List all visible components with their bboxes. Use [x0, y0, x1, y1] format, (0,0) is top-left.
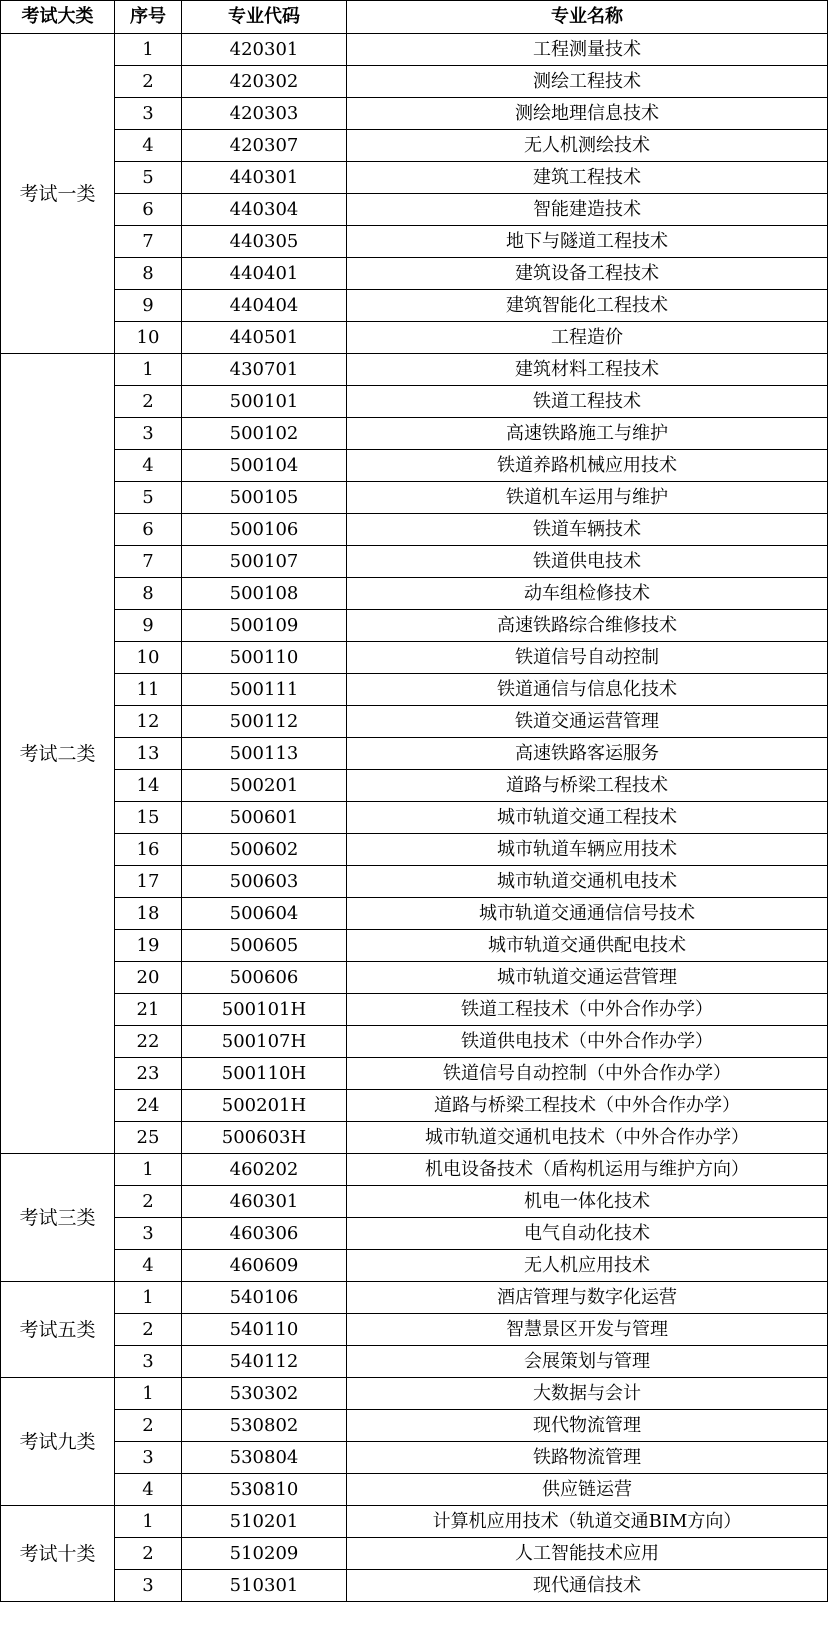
major-name-cell: 铁道养路机械应用技术	[347, 450, 828, 482]
index-cell: 5	[115, 162, 182, 194]
index-cell: 21	[115, 994, 182, 1026]
index-cell: 3	[115, 1218, 182, 1250]
index-cell: 9	[115, 290, 182, 322]
table-row	[1, 322, 828, 354]
table-row	[1, 674, 828, 706]
major-name-cell: 工程造价	[347, 322, 828, 354]
index-cell: 1	[115, 354, 182, 386]
major-name-cell: 铁路物流管理	[347, 1442, 828, 1474]
index-cell: 20	[115, 962, 182, 994]
major-name-cell: 道路与桥梁工程技术	[347, 770, 828, 802]
major-code-cell: 510209	[182, 1538, 347, 1570]
table-row	[1, 1442, 828, 1474]
category-cell: 考试三类	[1, 1154, 115, 1282]
major-name-cell: 铁道车辆技术	[347, 514, 828, 546]
index-cell: 1	[115, 1154, 182, 1186]
major-name-cell: 测绘工程技术	[347, 66, 828, 98]
major-code-cell: 500602	[182, 834, 347, 866]
major-code-cell: 500108	[182, 578, 347, 610]
index-cell: 14	[115, 770, 182, 802]
major-code-cell: 460306	[182, 1218, 347, 1250]
table-row	[1, 802, 828, 834]
major-name-cell: 建筑工程技术	[347, 162, 828, 194]
table-row	[1, 1058, 828, 1090]
major-name-cell: 智能建造技术	[347, 194, 828, 226]
table-row	[1, 1474, 828, 1506]
index-cell: 2	[115, 66, 182, 98]
table-row	[1, 578, 828, 610]
index-cell: 1	[115, 34, 182, 66]
major-name-cell: 铁道供电技术（中外合作办学）	[347, 1026, 828, 1058]
major-code-cell: 530802	[182, 1410, 347, 1442]
major-code-cell: 440501	[182, 322, 347, 354]
major-code-cell: 420307	[182, 130, 347, 162]
index-cell: 18	[115, 898, 182, 930]
major-name-cell: 酒店管理与数字化运营	[347, 1282, 828, 1314]
major-code-cell: 460301	[182, 1186, 347, 1218]
table-row	[1, 1282, 828, 1314]
table-row	[1, 1314, 828, 1346]
index-cell: 11	[115, 674, 182, 706]
table-row	[1, 642, 828, 674]
major-name-cell: 城市轨道交通机电技术（中外合作办学）	[347, 1122, 828, 1154]
major-code-cell: 540106	[182, 1282, 347, 1314]
major-name-cell: 人工智能技术应用	[347, 1538, 828, 1570]
major-name-cell: 工程测量技术	[347, 34, 828, 66]
major-code-cell: 540110	[182, 1314, 347, 1346]
category-cell: 考试十类	[1, 1506, 115, 1602]
header-index: 序号	[115, 1, 182, 34]
table-row	[1, 1570, 828, 1602]
index-cell: 23	[115, 1058, 182, 1090]
major-code-cell: 530804	[182, 1442, 347, 1474]
major-code-cell: 500112	[182, 706, 347, 738]
table-row	[1, 898, 828, 930]
major-code-cell: 500606	[182, 962, 347, 994]
major-code-cell: 530302	[182, 1378, 347, 1410]
table-row	[1, 546, 828, 578]
major-name-cell: 建筑设备工程技术	[347, 258, 828, 290]
major-code-cell: 500101H	[182, 994, 347, 1026]
major-code-cell: 430701	[182, 354, 347, 386]
index-cell: 4	[115, 450, 182, 482]
table-row	[1, 1186, 828, 1218]
major-name-cell: 现代物流管理	[347, 1410, 828, 1442]
major-name-cell: 铁道供电技术	[347, 546, 828, 578]
index-cell: 4	[115, 1250, 182, 1282]
major-code-cell: 500102	[182, 418, 347, 450]
major-code-cell: 500603	[182, 866, 347, 898]
major-code-cell: 530810	[182, 1474, 347, 1506]
major-code-cell: 500605	[182, 930, 347, 962]
major-name-cell: 机电设备技术（盾构机运用与维护方向）	[347, 1154, 828, 1186]
major-name-cell: 铁道交通运营管理	[347, 706, 828, 738]
index-cell: 1	[115, 1378, 182, 1410]
index-cell: 22	[115, 1026, 182, 1058]
header-major-name: 专业名称	[347, 1, 828, 34]
table-row	[1, 450, 828, 482]
index-cell: 16	[115, 834, 182, 866]
major-code-cell: 500107	[182, 546, 347, 578]
table-body	[1, 34, 828, 1602]
table-row	[1, 1346, 828, 1378]
index-cell: 2	[115, 386, 182, 418]
major-code-cell: 500603H	[182, 1122, 347, 1154]
table-row	[1, 1250, 828, 1282]
major-name-cell: 计算机应用技术（轨道交通BIM方向）	[347, 1506, 828, 1538]
major-name-cell: 测绘地理信息技术	[347, 98, 828, 130]
index-cell: 2	[115, 1538, 182, 1570]
index-cell: 17	[115, 866, 182, 898]
index-cell: 6	[115, 194, 182, 226]
index-cell: 4	[115, 130, 182, 162]
table-row	[1, 66, 828, 98]
major-code-cell: 500104	[182, 450, 347, 482]
major-code-cell: 500111	[182, 674, 347, 706]
major-code-cell: 440304	[182, 194, 347, 226]
major-name-cell: 智慧景区开发与管理	[347, 1314, 828, 1346]
major-name-cell: 建筑材料工程技术	[347, 354, 828, 386]
major-code-cell: 460609	[182, 1250, 347, 1282]
table-row	[1, 194, 828, 226]
index-cell: 3	[115, 1570, 182, 1602]
index-cell: 8	[115, 258, 182, 290]
table-row	[1, 514, 828, 546]
major-code-cell: 500110H	[182, 1058, 347, 1090]
table-row	[1, 1378, 828, 1410]
major-name-cell: 地下与隧道工程技术	[347, 226, 828, 258]
table-row	[1, 418, 828, 450]
index-cell: 12	[115, 706, 182, 738]
index-cell: 9	[115, 610, 182, 642]
major-code-cell: 420301	[182, 34, 347, 66]
table-row	[1, 226, 828, 258]
major-name-cell: 铁道机车运用与维护	[347, 482, 828, 514]
index-cell: 3	[115, 418, 182, 450]
table-row	[1, 1506, 828, 1538]
index-cell: 13	[115, 738, 182, 770]
major-name-cell: 城市轨道交通供配电技术	[347, 930, 828, 962]
table-row	[1, 482, 828, 514]
major-name-cell: 城市轨道交通工程技术	[347, 802, 828, 834]
table-row	[1, 1154, 828, 1186]
major-code-cell: 420303	[182, 98, 347, 130]
major-code-cell: 500107H	[182, 1026, 347, 1058]
major-code-cell: 500604	[182, 898, 347, 930]
major-code-cell: 440305	[182, 226, 347, 258]
major-code-cell: 500105	[182, 482, 347, 514]
major-name-cell: 高速铁路施工与维护	[347, 418, 828, 450]
major-name-cell: 动车组检修技术	[347, 578, 828, 610]
table-row	[1, 994, 828, 1026]
index-cell: 1	[115, 1506, 182, 1538]
major-code-cell: 500110	[182, 642, 347, 674]
table-row	[1, 130, 828, 162]
category-cell: 考试九类	[1, 1378, 115, 1506]
major-name-cell: 现代通信技术	[347, 1570, 828, 1602]
table-row	[1, 1090, 828, 1122]
category-cell: 考试一类	[1, 34, 115, 354]
major-code-cell: 440301	[182, 162, 347, 194]
major-name-cell: 铁道信号自动控制（中外合作办学）	[347, 1058, 828, 1090]
table-row	[1, 834, 828, 866]
major-name-cell: 城市轨道交通通信信号技术	[347, 898, 828, 930]
major-name-cell: 高速铁路客运服务	[347, 738, 828, 770]
major-code-cell: 500109	[182, 610, 347, 642]
major-name-cell: 铁道工程技术（中外合作办学）	[347, 994, 828, 1026]
major-name-cell: 高速铁路综合维修技术	[347, 610, 828, 642]
major-code-cell: 500201	[182, 770, 347, 802]
table-row	[1, 1538, 828, 1570]
index-cell: 3	[115, 1442, 182, 1474]
major-code-cell: 510301	[182, 1570, 347, 1602]
index-cell: 10	[115, 322, 182, 354]
table-row	[1, 1026, 828, 1058]
index-cell: 25	[115, 1122, 182, 1154]
major-code-cell: 420302	[182, 66, 347, 98]
major-code-cell: 500201H	[182, 1090, 347, 1122]
major-code-cell: 500601	[182, 802, 347, 834]
header-major-code: 专业代码	[182, 1, 347, 34]
table-row	[1, 98, 828, 130]
table-row	[1, 866, 828, 898]
index-cell: 2	[115, 1186, 182, 1218]
table-row	[1, 354, 828, 386]
table-row	[1, 1122, 828, 1154]
index-cell: 15	[115, 802, 182, 834]
major-code-cell: 440401	[182, 258, 347, 290]
major-code-cell: 440404	[182, 290, 347, 322]
index-cell: 24	[115, 1090, 182, 1122]
table-row	[1, 258, 828, 290]
major-name-cell: 无人机测绘技术	[347, 130, 828, 162]
index-cell: 7	[115, 226, 182, 258]
index-cell: 1	[115, 1282, 182, 1314]
index-cell: 10	[115, 642, 182, 674]
index-cell: 19	[115, 930, 182, 962]
table-row	[1, 610, 828, 642]
table-header-row	[1, 1, 828, 34]
table-row	[1, 386, 828, 418]
index-cell: 3	[115, 98, 182, 130]
index-cell: 4	[115, 1474, 182, 1506]
index-cell: 2	[115, 1410, 182, 1442]
table-row	[1, 1410, 828, 1442]
major-name-cell: 无人机应用技术	[347, 1250, 828, 1282]
major-name-cell: 铁道通信与信息化技术	[347, 674, 828, 706]
major-name-cell: 道路与桥梁工程技术（中外合作办学）	[347, 1090, 828, 1122]
table-row	[1, 962, 828, 994]
major-name-cell: 城市轨道交通机电技术	[347, 866, 828, 898]
table-row	[1, 34, 828, 66]
major-name-cell: 电气自动化技术	[347, 1218, 828, 1250]
major-name-cell: 城市轨道车辆应用技术	[347, 834, 828, 866]
index-cell: 2	[115, 1314, 182, 1346]
major-code-cell: 500113	[182, 738, 347, 770]
major-name-cell: 供应链运营	[347, 1474, 828, 1506]
index-cell: 3	[115, 1346, 182, 1378]
major-name-cell: 会展策划与管理	[347, 1346, 828, 1378]
table-row	[1, 290, 828, 322]
index-cell: 6	[115, 514, 182, 546]
major-code-cell: 500101	[182, 386, 347, 418]
header-category: 考试大类	[1, 1, 115, 34]
index-cell: 7	[115, 546, 182, 578]
category-cell: 考试二类	[1, 354, 115, 1154]
major-name-cell: 铁道信号自动控制	[347, 642, 828, 674]
index-cell: 5	[115, 482, 182, 514]
table-row	[1, 706, 828, 738]
major-name-cell: 机电一体化技术	[347, 1186, 828, 1218]
table-row	[1, 770, 828, 802]
major-code-cell: 460202	[182, 1154, 347, 1186]
major-code-cell: 500106	[182, 514, 347, 546]
category-cell: 考试五类	[1, 1282, 115, 1378]
table-row	[1, 162, 828, 194]
table-row	[1, 1218, 828, 1250]
major-code-cell: 540112	[182, 1346, 347, 1378]
major-name-cell: 铁道工程技术	[347, 386, 828, 418]
major-name-cell: 大数据与会计	[347, 1378, 828, 1410]
table-row	[1, 738, 828, 770]
major-code-cell: 510201	[182, 1506, 347, 1538]
index-cell: 8	[115, 578, 182, 610]
table-row	[1, 930, 828, 962]
major-name-cell: 城市轨道交通运营管理	[347, 962, 828, 994]
major-name-cell: 建筑智能化工程技术	[347, 290, 828, 322]
